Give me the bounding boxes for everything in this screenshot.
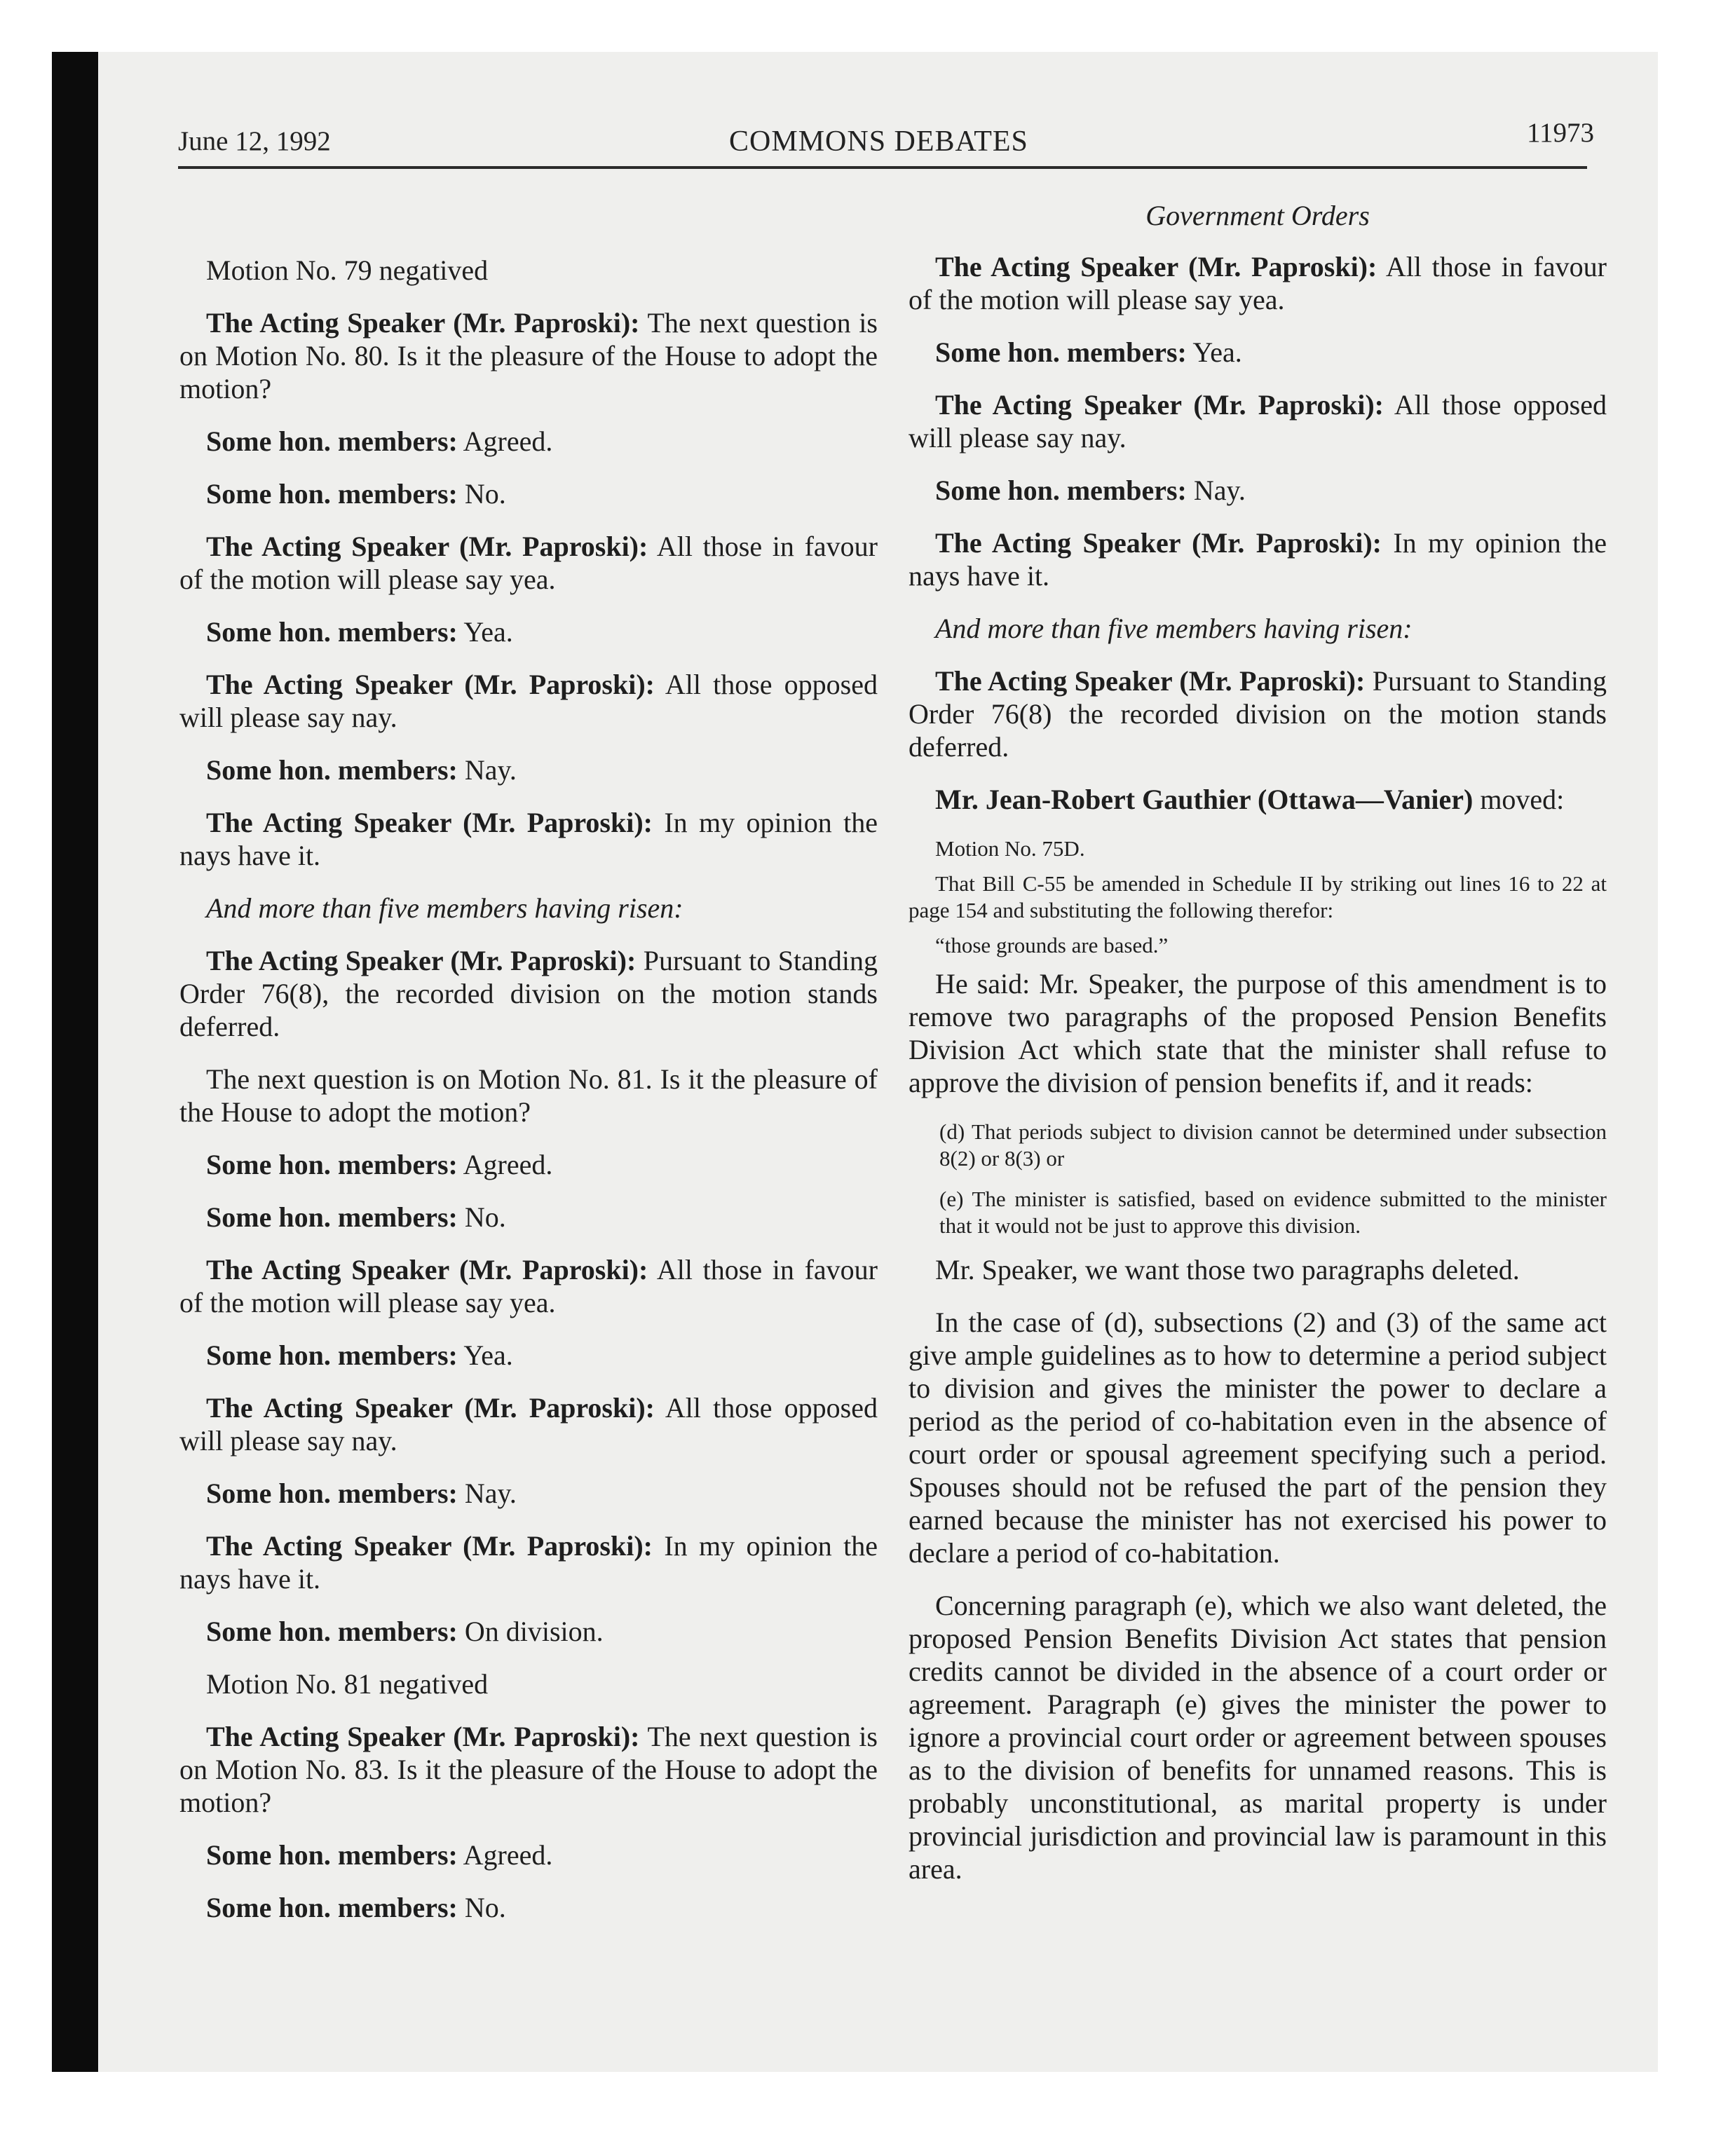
motion-text [909, 871, 1607, 924]
speaker-name: The Acting Speaker (Mr. Paproski): [935, 665, 1366, 697]
stage-direction [909, 612, 1607, 645]
motion-text [909, 932, 1607, 959]
debate-paragraph [179, 1529, 878, 1595]
debate-paragraph [179, 615, 878, 648]
debate-paragraph [179, 753, 878, 786]
debate-paragraph [179, 1667, 878, 1700]
speaker-name: The Acting Speaker (Mr. Paproski): [206, 307, 640, 339]
debate-paragraph [179, 1391, 878, 1457]
speech-text: Motion No. 81 negatived [206, 1668, 489, 1700]
speaker-name: The Acting Speaker (Mr. Paproski): [935, 251, 1377, 282]
motion-text-content: That Bill C-55 be amended in Schedule II by striking out lines 16 to 22 at page 154 and substituting the following therefor: [909, 871, 1607, 922]
speaker-name: The Acting Speaker (Mr. Paproski): [206, 1530, 653, 1562]
debate-paragraph [909, 474, 1607, 507]
speaker-name: Some hon. members: [206, 1616, 458, 1647]
header-title: COMMONS DEBATES [729, 125, 1028, 158]
left-column [179, 254, 878, 1944]
speech-text: All those in favour of the motion will please say yea. [179, 531, 878, 595]
speech-text: Nay. [457, 1478, 517, 1509]
speech-text: No. [457, 1201, 506, 1233]
speech-text: No. [457, 1892, 506, 1923]
speech-text: In my opinion the nays have it. [179, 807, 878, 871]
motion-text-content: “those grounds are based.” [935, 933, 1169, 957]
speech-text: Nay. [457, 754, 517, 786]
speech-text: In my opinion the nays have it. [179, 1530, 878, 1595]
speech-text: Agreed. [457, 425, 553, 457]
speaker-name: The Acting Speaker (Mr. Paproski): [206, 1721, 640, 1752]
debate-paragraph [179, 477, 878, 510]
speaker-name: Some hon. members: [206, 616, 458, 648]
speech-text: moved: [1473, 784, 1565, 815]
speech-text: Yea. [457, 616, 513, 648]
debate-paragraph [179, 1339, 878, 1372]
debate-paragraph [179, 1615, 878, 1648]
speaker-name: The Acting Speaker (Mr. Paproski): [206, 945, 637, 976]
motion-text [909, 835, 1607, 862]
speech-text: Pursuant to Standing Order 76(8), the recorded division on the motion stands deferred. [179, 945, 878, 1042]
stage-direction-text: And more than five members having risen: [935, 613, 1413, 644]
speech-text: Motion No. 79 negatived [206, 254, 489, 286]
speech-text: All those opposed will please say nay. [179, 1392, 878, 1456]
debate-paragraph [909, 526, 1607, 592]
speech-text: In my opinion the nays have it. [909, 527, 1607, 592]
speech-text: All those in favour of the motion will please say yea. [179, 1254, 878, 1318]
debate-paragraph [179, 806, 878, 872]
speaker-name: Some hon. members: [935, 475, 1187, 506]
debate-paragraph [179, 1720, 878, 1819]
speaker-name: The Acting Speaker (Mr. Paproski): [935, 527, 1382, 559]
speech-text: The next question is on Motion No. 81. Is it the pleasure of the House to adopt the motion? [179, 1063, 878, 1128]
speaker-name: Some hon. members: [206, 425, 458, 457]
speech-text: No. [457, 478, 506, 510]
speaker-name: The Acting Speaker (Mr. Paproski): [206, 1254, 648, 1285]
speech-text: All those opposed will please say nay. [179, 669, 878, 733]
speaker-name: The Acting Speaker (Mr. Paproski): [935, 389, 1384, 421]
debate-paragraph [179, 306, 878, 405]
speaker-name: Some hon. members: [206, 478, 458, 510]
quoted-paragraph-text: (e) The minister is satisfied, based on evidence submitted to the minister that it would not be just to approve this division. [939, 1187, 1607, 1238]
header-date: June 12, 1992 [178, 126, 331, 156]
debate-paragraph [909, 1253, 1607, 1286]
speech-text: Yea. [1186, 336, 1242, 368]
debate-paragraph [179, 1201, 878, 1234]
speaker-name: The Acting Speaker (Mr. Paproski): [206, 531, 648, 562]
debate-paragraph [179, 1838, 878, 1871]
right-column [909, 199, 1607, 1905]
right-column-body [909, 250, 1607, 1885]
debate-paragraph [909, 250, 1607, 316]
speech-text: Mr. Speaker, we want those two paragraphs deleted. [935, 1254, 1520, 1285]
debate-paragraph [179, 425, 878, 458]
speaker-name: The Acting Speaker (Mr. Paproski): [206, 1392, 655, 1424]
section-heading: Government Orders [1145, 200, 1370, 231]
debate-paragraph [179, 1063, 878, 1128]
debate-paragraph [179, 1148, 878, 1181]
debate-paragraph [179, 530, 878, 596]
debate-paragraph [179, 1891, 878, 1924]
debate-paragraph [909, 1306, 1607, 1569]
speech-text: Agreed. [457, 1839, 553, 1871]
speech-text: All those in favour of the motion will please say yea. [909, 251, 1607, 315]
stage-direction-text: And more than five members having risen: [206, 892, 683, 924]
speaker-name: The Acting Speaker (Mr. Paproski): [206, 807, 653, 838]
header-page-number: 11973 [1527, 118, 1595, 148]
debate-paragraph [909, 967, 1607, 1099]
speaker-name: Some hon. members: [206, 1478, 458, 1509]
debate-paragraph [909, 336, 1607, 369]
debate-paragraph [179, 944, 878, 1043]
speaker-name: Some hon. members: [206, 1839, 458, 1871]
debate-paragraph [909, 388, 1607, 454]
speaker-name: Some hon. members: [206, 1892, 458, 1923]
speaker-name: Some hon. members: [206, 1339, 458, 1371]
speaker-name: Mr. Jean-Robert Gauthier (Ottawa—Vanier) [935, 784, 1474, 815]
speech-text: Agreed. [457, 1149, 553, 1180]
quoted-paragraph [909, 1119, 1607, 1172]
speech-text: In the case of (d), subsections (2) and (3) of the same act give ample guidelines as to how to determine a period subject to division and gives the minister the power to declare a period as the period of co-habitation even in the absence of court order or spousal agreement specifying such a period. Spouses should not be refused the part of the pension they earned because the minister has not exercised his power to declare a period of co-habitation. [909, 1306, 1607, 1569]
motion-text-content: Motion No. 75D. [935, 836, 1085, 861]
speaker-name: Some hon. members: [206, 1149, 458, 1180]
quoted-paragraph [909, 1186, 1607, 1239]
speaker-name: The Acting Speaker (Mr. Paproski): [206, 669, 655, 700]
debate-paragraph [179, 1253, 878, 1319]
speech-text: The next question is on Motion No. 80. Is it the pleasure of the House to adopt the motion? [179, 307, 878, 404]
debate-paragraph [909, 1589, 1607, 1885]
speech-text: Yea. [457, 1339, 513, 1371]
speech-text: He said: Mr. Speaker, the purpose of this amendment is to remove two paragraphs of the proposed Pension Benefits Division Act which state that the minister shall refuse to approve the division of pension benefits if, and it reads: [909, 968, 1607, 1098]
debate-paragraph [909, 664, 1607, 763]
debate-paragraph [909, 783, 1607, 816]
speech-text: All those opposed will please say nay. [909, 389, 1607, 453]
quoted-paragraph-text: (d) That periods subject to division cannot be determined under subsection 8(2) or 8(3) or [939, 1119, 1607, 1171]
speaker-name: Some hon. members: [935, 336, 1187, 368]
speech-text: Pursuant to Standing Order 76(8) the recorded division on the motion stands deferred. [909, 665, 1607, 763]
stage-direction [179, 892, 878, 925]
speaker-name: Some hon. members: [206, 754, 458, 786]
debate-paragraph [179, 1477, 878, 1510]
speaker-name: Some hon. members: [206, 1201, 458, 1233]
debate-paragraph [179, 668, 878, 734]
speech-text: On division. [457, 1616, 604, 1647]
speech-text: Nay. [1186, 475, 1246, 506]
header-rule [178, 166, 1587, 169]
debate-paragraph [179, 254, 878, 287]
binding-edge [52, 52, 98, 2072]
speech-text: The next question is on Motion No. 83. Is it the pleasure of the House to adopt the motion? [179, 1721, 878, 1818]
speech-text: Concerning paragraph (e), which we also want deleted, the proposed Pension Benefits Division Act states that pension credits cannot be divided in the absence of a court order or agreement. Paragraph (e) gives the minister the power to ignore a provincial court order or agreement between spouses as to the division of benefits for unnamed reasons. This is probably unconstitutional, as marital property is under provincial jurisdiction and provincial law is paramount in this area. [909, 1590, 1607, 1885]
